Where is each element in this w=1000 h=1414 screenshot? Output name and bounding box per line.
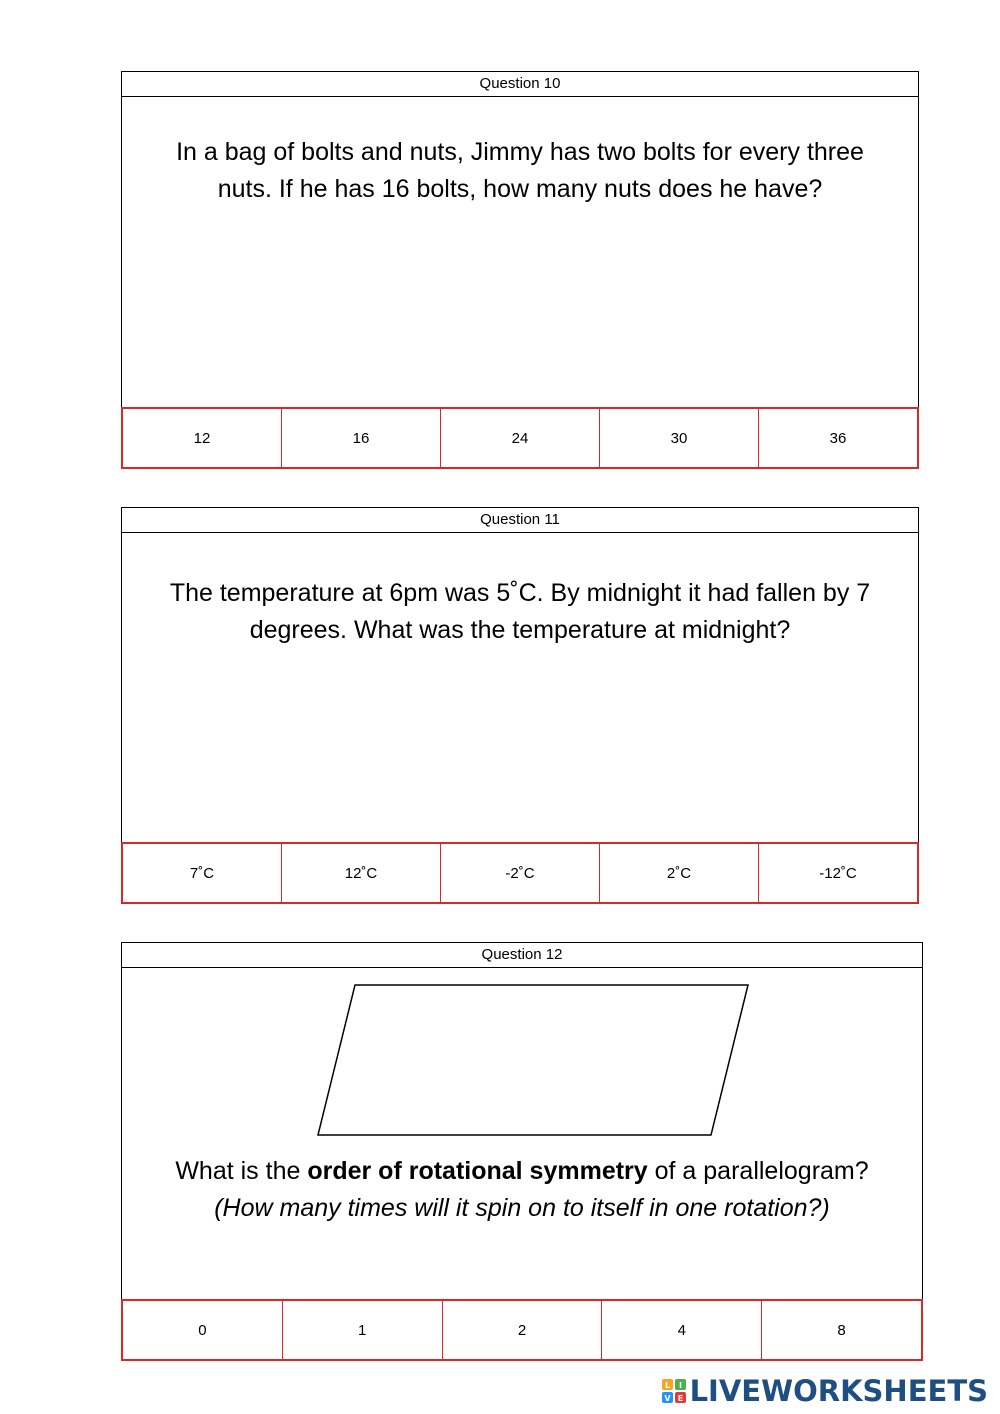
answer-option-4[interactable]: 4: [602, 1301, 762, 1359]
question-text: [122, 134, 918, 208]
question-card-12: [121, 942, 923, 1360]
question-text-line: In a bag of bolts and nuts, Jimmy has two bolts for every three: [176, 138, 864, 166]
liveworksheets-logo-icon: [662, 1379, 686, 1403]
answer-option-4[interactable]: 30: [600, 409, 759, 467]
answer-option-3[interactable]: 2: [443, 1301, 603, 1359]
question-text-bold: order of rotational symmetry: [307, 1157, 648, 1185]
question-body: [122, 97, 918, 468]
answer-options: [121, 842, 919, 904]
answer-option-1[interactable]: 12: [123, 409, 282, 467]
question-card-10: [121, 71, 919, 468]
question-body: [122, 968, 922, 1360]
question-body: [122, 533, 918, 903]
answer-option-4[interactable]: 2˚C: [600, 844, 759, 902]
liveworksheets-branding: [662, 1374, 988, 1408]
answer-option-5[interactable]: -12˚C: [819, 864, 857, 882]
question-text-normal: What is the: [175, 1157, 308, 1185]
question-header: Question 12: [122, 943, 922, 968]
answer-options: [121, 1299, 923, 1361]
answer-option-3[interactable]: 24: [441, 409, 600, 467]
svg-text:V: V: [663, 1394, 671, 1403]
answer-option-5[interactable]: 36: [829, 429, 847, 447]
question-text: [122, 575, 918, 649]
parallelogram-shape: [122, 968, 922, 1168]
question-header: Question 10: [122, 72, 918, 97]
question-header: Question 11: [122, 508, 918, 533]
answer-option-1[interactable]: 0: [123, 1301, 283, 1359]
question-text: [122, 1153, 922, 1227]
answer-option-3[interactable]: -2˚C: [441, 844, 600, 902]
answer-option-5[interactable]: 8: [837, 1321, 846, 1339]
answer-options: [121, 407, 919, 469]
question-hint: (How many times will it spin on to itself in one rotation?): [214, 1194, 830, 1222]
question-card-11: [121, 507, 919, 903]
parallelogram-outline: [318, 985, 748, 1135]
liveworksheets-wordmark: LIVEWORKSHEETS: [689, 1374, 988, 1408]
question-text-line: degrees. What was the temperature at midnight?: [249, 616, 791, 644]
question-text-line: [128, 1153, 916, 1190]
question-text-line: nuts. If he has 16 bolts, how many nuts does he have?: [217, 175, 823, 203]
answer-option-2[interactable]: 12˚C: [282, 844, 441, 902]
svg-text:L: L: [664, 1381, 670, 1390]
answer-option-2[interactable]: 16: [282, 409, 441, 467]
svg-text:I: I: [678, 1381, 682, 1390]
svg-text:E: E: [677, 1394, 683, 1403]
question-text-line: The temperature at 6pm was 5˚C. By midnight it had fallen by 7: [169, 579, 871, 607]
answer-option-1[interactable]: 7˚C: [123, 844, 282, 902]
answer-option-2[interactable]: 1: [283, 1301, 443, 1359]
question-text-normal: of a parallelogram?: [647, 1157, 869, 1185]
